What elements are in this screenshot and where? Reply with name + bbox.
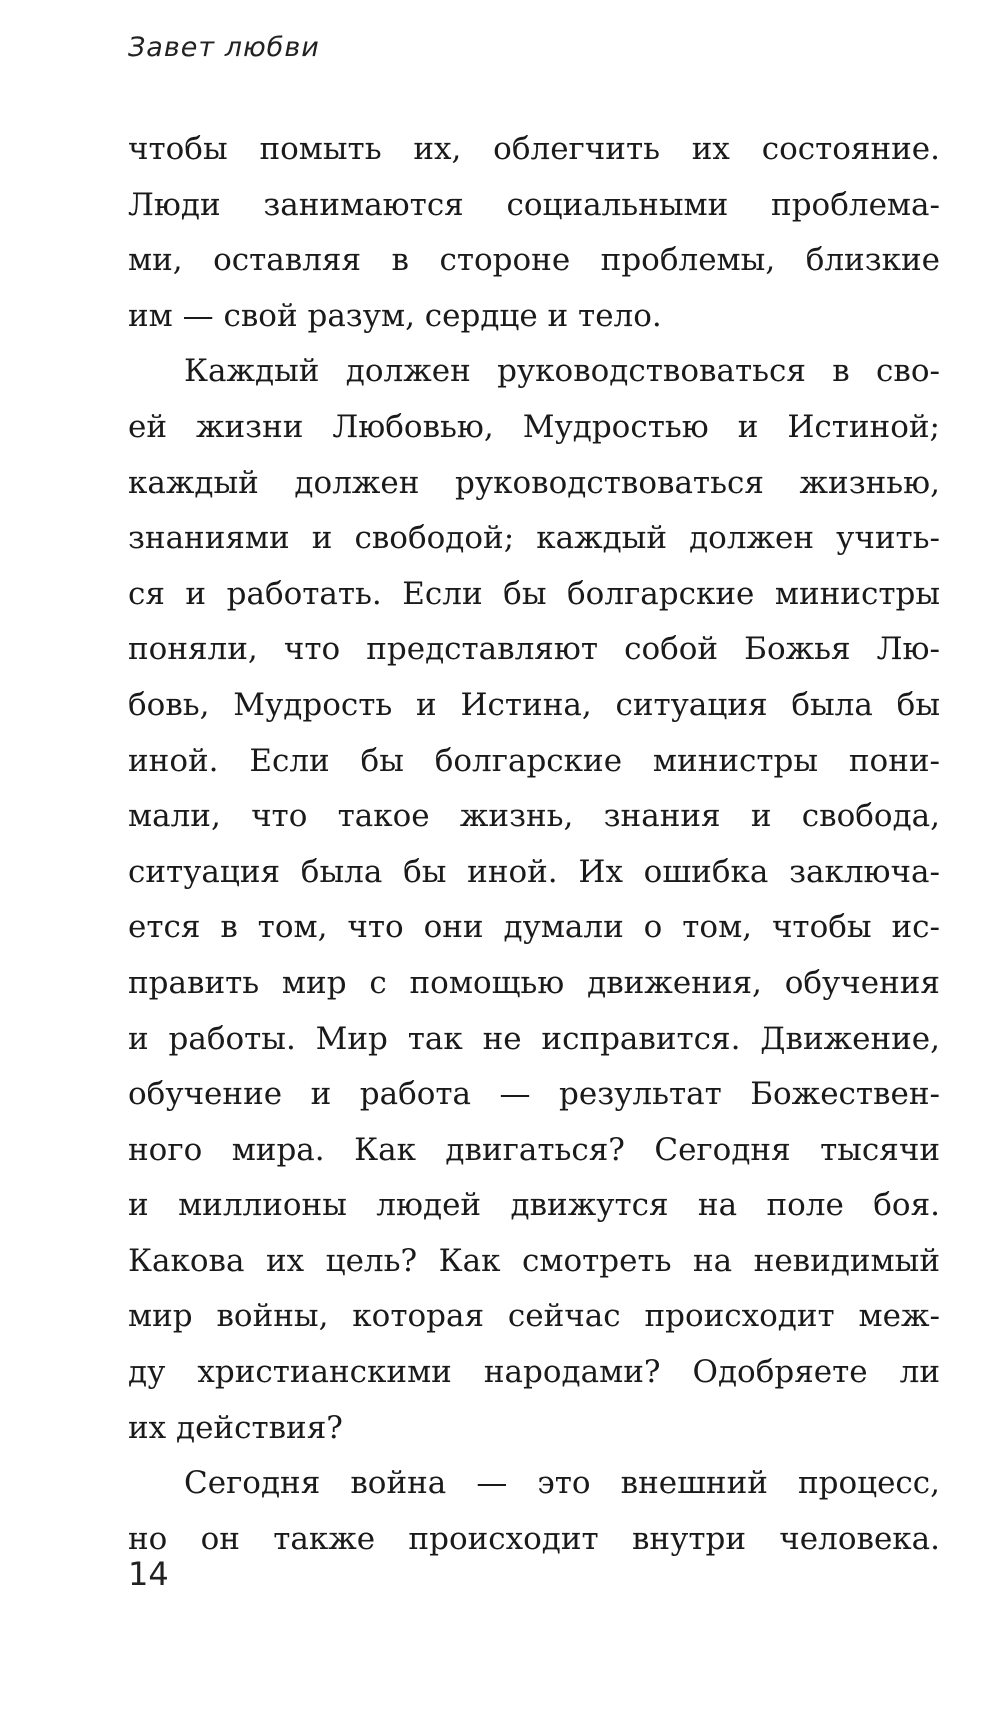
text-line: мир войны, которая сейчас происходит меж- [128, 1298, 940, 1335]
text-line: и миллионы людей движутся на поле боя. [128, 1187, 940, 1224]
paragraph-start-line: Каждый должен руководствоваться в сво- [184, 353, 940, 390]
paragraph-start-line: Сегодня война — это внешний процесс, [184, 1465, 940, 1502]
text-line: Люди занимаются социальными проблема- [128, 186, 940, 223]
text-line: ей жизни Любовью, Мудростью и Истиной; [128, 408, 940, 445]
text-line: поняли, что представляют собой Божья Лю- [128, 631, 940, 668]
running-head: Завет любви [128, 32, 320, 63]
text-line: но он также происходит внутри человека. [128, 1520, 940, 1557]
text-line: их действия? [128, 1409, 343, 1446]
text-line: им — свой разум, сердце и тело. [128, 297, 662, 334]
text-line: ситуация была бы иной. Их ошибка заключа- [128, 853, 940, 890]
text-line: знаниями и свободой; каждый должен учить- [128, 520, 940, 557]
text-line: каждый должен руководствоваться жизнью, [128, 464, 940, 501]
text-line: мали, что такое жизнь, знания и свобода, [128, 798, 940, 835]
body-text [128, 122, 940, 1567]
text-line: обучение и работа — результат Божествен- [128, 1076, 940, 1113]
text-line: иной. Если бы болгарские министры пони- [128, 742, 940, 779]
page-number: 14 [128, 1555, 169, 1593]
text-line: ду христианскими народами? Одобряете ли [128, 1354, 940, 1391]
text-line: и работы. Мир так не исправится. Движение, [128, 1020, 940, 1057]
text-line: ми, оставляя в стороне проблемы, близкие [128, 242, 940, 279]
text-line: чтобы помыть их, облегчить их состояние. [128, 131, 940, 167]
text-line: ется в том, что они думали о том, чтобы ис- [128, 909, 940, 946]
text-line: ного мира. Как двигаться? Сегодня тысячи [128, 1131, 940, 1168]
text-line: бовь, Мудрость и Истина, ситуация была бы [128, 686, 940, 723]
text-line: править мир с помощью движения, обучения [128, 964, 940, 1001]
text-line: Какова их цель? Как смотреть на невидимый [128, 1242, 940, 1279]
text-line: ся и работать. Если бы болгарские министры [128, 575, 940, 612]
